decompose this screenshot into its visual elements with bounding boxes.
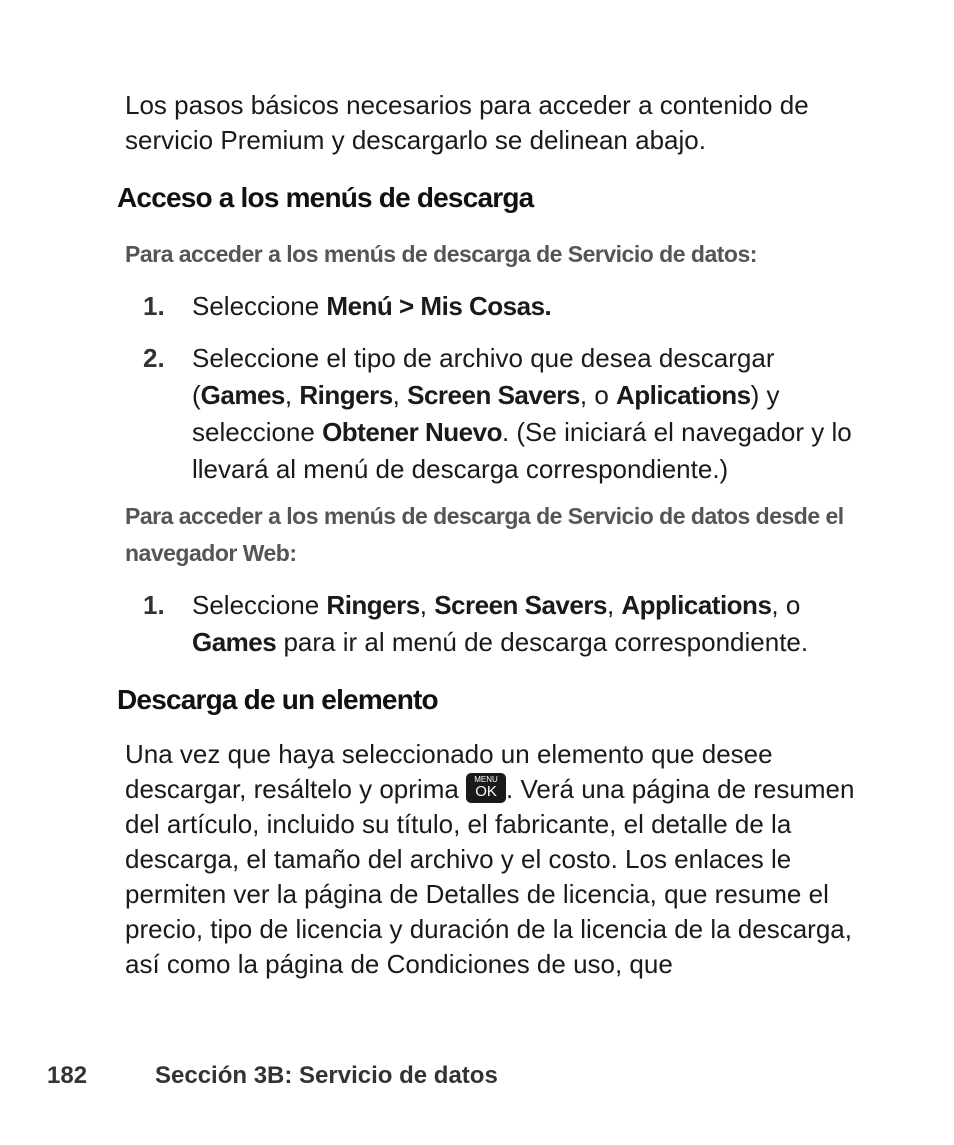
option-screen-savers: Screen Savers (434, 590, 607, 620)
heading-download-item: Descarga de un elemento (117, 684, 438, 715)
option-games: Games (200, 380, 285, 410)
option-ringers: Ringers (299, 380, 393, 410)
menu-ok-key-icon: MENU OK (466, 773, 506, 803)
option-aplications: Aplications (616, 380, 751, 410)
step-text: Seleccione Ringers, Screen Savers, Applications, o Games para ir al menú de descarga correspondiente. (192, 590, 809, 657)
step-number: 1. (143, 291, 165, 321)
option-screen-savers: Screen Savers (407, 380, 580, 410)
heading-download-menus: Acceso a los menús de descarga (117, 182, 534, 213)
step-number: 1. (143, 590, 165, 620)
intro-paragraph: Los pasos básicos necesarios para acceder a contenido de servicio Premium y descargarlo se delinean abajo. (125, 90, 809, 155)
subheading-data-service: Para acceder a los menús de descarga de Servicio de datos: (125, 241, 757, 267)
footer-section-title: Sección 3B: Servicio de datos (155, 1062, 498, 1089)
step-text: Seleccione Menú > Mis Cosas. (192, 291, 552, 321)
option-ringers: Ringers (326, 590, 420, 620)
menu-path: Menú > Mis Cosas. (326, 291, 552, 321)
page-number: 182 (47, 1062, 88, 1089)
step-number: 2. (143, 343, 165, 373)
download-item-paragraph: Una vez que haya seleccionado un elemento que desee descargar, resáltelo y oprima MENU OK . Verá una página de resumen del artículo, incluido su título, el fabricante, el detalle de la descarga, el tamaño del archivo y el costo. Los enlaces le permiten ver la página de Detalles de licencia, que resume el precio, tipo de licencia y duración de la licencia de la descarga, así como la página de Condiciones de uso, que (125, 739, 855, 979)
step-text: Seleccione el tipo de archivo que desea descargar (Games, Ringers, Screen Savers, o Aplications) y seleccione Obtener Nuevo. (Se iniciará el navegador y lo llevará al menú de descarga correspondiente.) (192, 343, 852, 484)
option-games: Games (192, 627, 277, 657)
option-applications: Applications (621, 590, 772, 620)
subheading-web-browser: Para acceder a los menús de descarga de Servicio de datos desde el navegador Web: (125, 503, 844, 566)
option-obtener-nuevo: Obtener Nuevo (322, 417, 502, 447)
